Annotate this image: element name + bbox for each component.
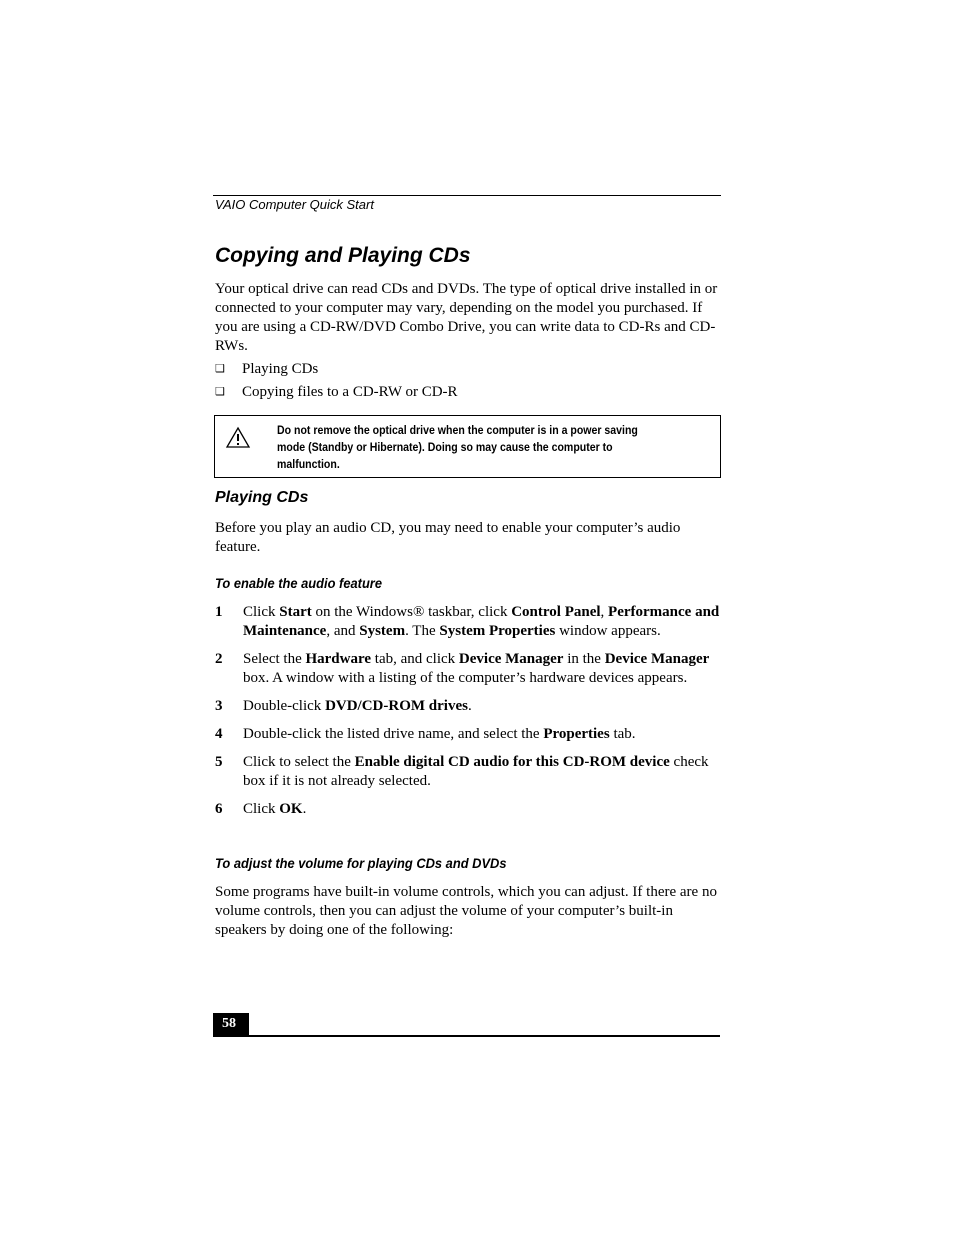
step-item	[215, 753, 721, 791]
step-text-segment: . The	[405, 623, 440, 639]
step-text	[243, 603, 721, 641]
step-text	[243, 697, 472, 716]
checkbox-square-icon: ❑	[215, 363, 225, 375]
step-text-segment: Click	[243, 604, 280, 620]
checkbox-square-icon: ❑	[215, 386, 225, 398]
procedure-paragraph: Some programs have built-in volume controls, which you can adjust. If there are no volume controls, then you can adjust the volume of your computer’s built-in speakers by doing one of the following:	[215, 884, 717, 938]
warning-box	[214, 415, 721, 478]
step-number: 3	[215, 698, 223, 714]
footer-rule	[213, 1035, 720, 1037]
step-item	[215, 650, 721, 688]
step-text-segment: tab.	[609, 726, 636, 742]
bullet-text: Copying files to a CD-RW or CD-R	[242, 384, 458, 400]
bullet-text: Playing CDs	[242, 361, 319, 377]
step-item	[215, 697, 721, 716]
step-item	[215, 603, 721, 641]
ui-term: Device Manager	[458, 651, 564, 667]
ui-term: Device Manager	[604, 651, 710, 667]
step-text-segment: window appears.	[555, 623, 661, 639]
section-intro: Before you play an audio CD, you may need to enable your computer’s audio feature.	[215, 520, 681, 555]
step-text-segment: .	[302, 801, 307, 817]
bullet-item	[215, 383, 721, 402]
page-title: Copying and Playing CDs	[215, 244, 471, 267]
step-text-segment: .	[467, 698, 472, 714]
running-header: VAIO Computer Quick Start	[215, 197, 374, 212]
page-number: 58	[213, 1013, 249, 1036]
step-text-segment: on the Windows® taskbar, click	[311, 604, 512, 620]
steps-list	[215, 603, 721, 819]
step-text-segment: tab, and click	[371, 651, 459, 667]
step-text-segment: Double-click the listed drive name, and select the	[243, 726, 544, 742]
ui-term: Performance and Maintenance	[243, 604, 720, 639]
ui-term: Hardware	[305, 651, 372, 667]
step-text	[243, 725, 636, 744]
step-number: 4	[215, 726, 223, 742]
ui-term: System Properties	[439, 623, 556, 639]
step-text-segment: ,	[600, 604, 609, 620]
step-number: 5	[215, 754, 223, 770]
header-rule	[213, 195, 721, 196]
ui-term: System	[359, 623, 406, 639]
step-text-segment: Click	[243, 801, 280, 817]
ui-term: OK	[279, 801, 303, 817]
step-text	[243, 800, 306, 819]
step-number: 2	[215, 651, 223, 667]
procedure-heading: To adjust the volume for playing CDs and DVDs	[215, 855, 507, 871]
ui-term: Enable digital CD audio for this CD-ROM device	[354, 754, 670, 770]
ui-term: Start	[279, 604, 312, 620]
step-text-segment: check box if it is not already selected.	[243, 754, 709, 789]
step-item	[215, 725, 721, 744]
step-number: 1	[215, 604, 223, 620]
ui-term: Control Panel	[511, 604, 601, 620]
section-heading: Playing CDs	[215, 489, 309, 506]
ui-term: DVD/CD-ROM drives	[325, 698, 468, 714]
step-text-segment: in the	[563, 651, 605, 667]
procedure-heading: To enable the audio feature	[215, 575, 382, 591]
step-text-segment: box. A window with a listing of the computer’s hardware devices appears.	[243, 670, 688, 686]
warning-triangle-icon	[225, 426, 251, 449]
warning-text: Do not remove the optical drive when the computer is in a power saving mode (Standby or Hibernate). Doing so may cause the computer to malfunction.	[277, 423, 638, 471]
step-text	[243, 753, 721, 791]
step-text-segment: Double-click	[243, 698, 326, 714]
ui-term: Properties	[543, 726, 610, 742]
step-item	[215, 800, 721, 819]
step-number: 6	[215, 801, 223, 817]
intro-paragraph: Your optical drive can read CDs and DVDs. The type of optical drive installed in or connected to your computer may vary, depending on the model you purchased. If you are using a CD-RW/DVD Combo Drive, you can write data to CD-Rs and CD-RWs.	[215, 281, 718, 354]
step-text-segment: Click to select the	[243, 754, 355, 770]
bullet-item	[215, 360, 721, 379]
step-text-segment: , and	[326, 623, 360, 639]
step-text	[243, 650, 721, 688]
step-text-segment: Select the	[243, 651, 306, 667]
